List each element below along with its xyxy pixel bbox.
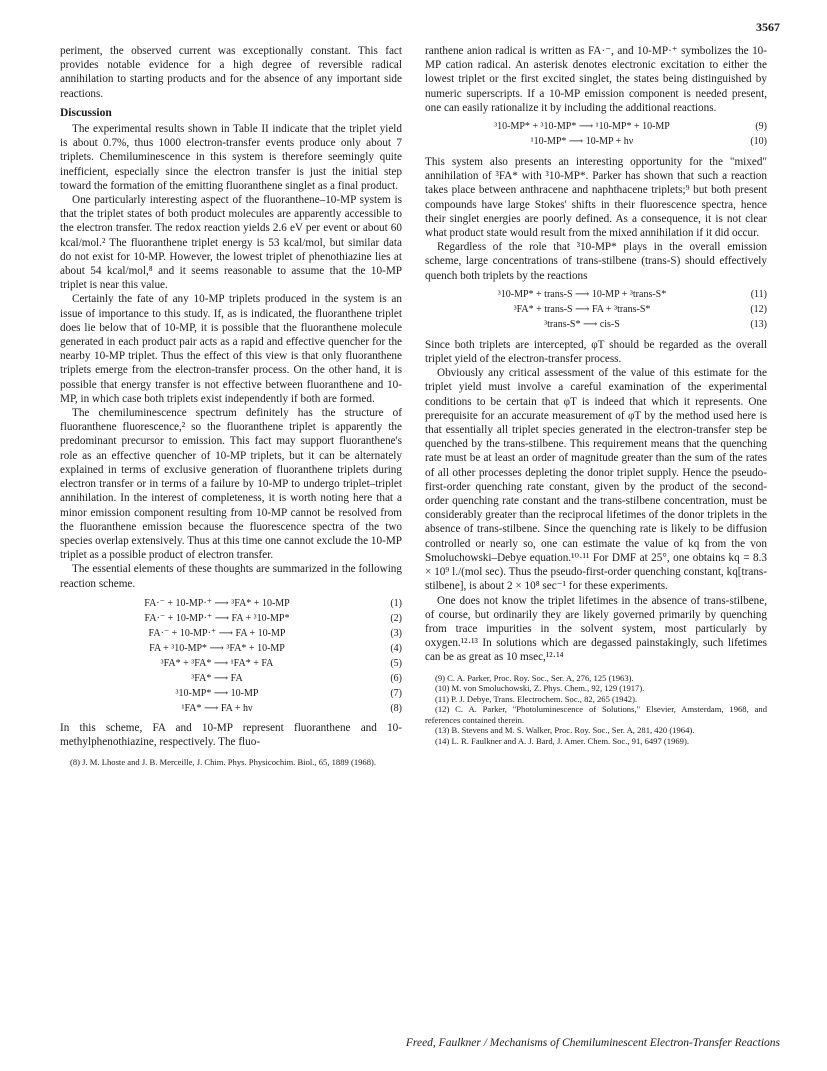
equation xyxy=(425,287,767,302)
section-heading: Discussion xyxy=(60,106,112,119)
equation-number: (6) xyxy=(390,672,402,684)
equation-number: (10) xyxy=(750,136,767,148)
footnote: (13) B. Stevens and M. S. Walker, Proc. Roy. Soc., Ser. A, 281, 420 (1964). xyxy=(435,725,695,736)
footnotes xyxy=(60,757,402,768)
paragraph: Obviously any critical assessment of the value of this estimate for the triplet yield must involve a careful examination of the experimental conditions to be certain that φT is indeed that which it represents. One prerequisite for an accurate measurement of φT by the method used here is that essentially all triplet species generated in the electron-transfer step be quenched by the trans-stilbene. This requirement means that the quenching rate must be at least an order of magnitude greater than the sum of the rates of all other processes depleting the donor triplet supply. Hence the pseudo-first-order quenching rate constant, given by the product of the second-order quenching rate constant and the trans-stilbene concentration, must be considerably greater than the reciprocal lifetimes of the donor triplets in the absence of trans-stilbene. Since the quenching rate is likely to be diffusion controlled or nearly so, one can estimate the value of kq from the von Smoluchowski–Debye equation.¹⁰·¹¹ For DMF at 25°, one obtains kq = 8.3 × 10⁹ l./(mol sec). Thus the pseudo-first-order quenching constant, kq[trans-stilbene], is about 2 × 10⁸ sec⁻¹ for these experiments. xyxy=(425,367,767,593)
equation xyxy=(425,302,767,317)
equation xyxy=(60,701,402,716)
equation-expression: ¹10-MP* ⟶ 10-MP + hν xyxy=(530,136,634,148)
equation-expression: ¹FA* ⟶ FA + hν xyxy=(181,702,253,714)
footnote: (11) P. J. Debye, Trans. Electrochem. Soc., 82, 265 (1942). xyxy=(435,693,638,704)
equation-expression: ³FA* ⟶ FA xyxy=(191,672,243,684)
footnote: (12) C. A. Parker, "Photoluminescence of Solutions," Elsevier, Amsterdam, 1968, and references contained therein. xyxy=(425,704,767,725)
paragraph: The essential elements of these thoughts are summarized in the following reaction scheme. xyxy=(60,563,402,590)
equation xyxy=(60,641,402,656)
equation-number: (5) xyxy=(390,657,402,669)
left-column xyxy=(60,44,402,768)
equation xyxy=(60,626,402,641)
footnotes xyxy=(425,673,767,747)
equation xyxy=(60,596,402,611)
equation-number: (9) xyxy=(755,121,767,133)
equation-number: (1) xyxy=(390,597,402,609)
equation-number: (2) xyxy=(390,612,402,624)
paragraph: The chemiluminescence spectrum definitely has the structure of fluoranthene fluorescence,² so the fluoranthene triplet is apparently the predominant precursor to emission. This fact may support fluoranthene's role as an effective quencher of 10-MP triplets, but it can be alternately explained in terms of exclusive generation of fluoranthene triplets during electron transfer or in terms of a failure by 10-MP to undergo triplet–triplet annihilation. In the interest of completeness, it is worth noting here that a minor emission component resulting from 10-MP cannot be resolved from the fluoranthene emission because the fluorescence spectra of the two species overlap extensively. Thus at this time one cannot exclude the 10-MP triplet as a possible product of electron transfer. xyxy=(60,407,402,562)
equation xyxy=(425,134,767,149)
footnote: (10) M. von Smoluchowski, Z. Phys. Chem., 92, 129 (1917). xyxy=(435,683,645,694)
paragraph: Regardless of the role that ³10-MP* plays in the overall emission scheme, large concentrations of trans-stilbene (trans-S) should effectively quench both triplets by the reactions xyxy=(425,241,767,282)
equation-expression: ³FA* + ³FA* ⟶ ¹FA* + FA xyxy=(160,657,274,669)
equation-expression: ³10-MP* ⟶ 10-MP xyxy=(175,687,259,699)
equation-number: (4) xyxy=(390,642,402,654)
equation-number: (7) xyxy=(390,687,402,699)
reaction-scheme xyxy=(425,119,767,149)
equation-expression: ³FA* + trans-S ⟶ FA + ³trans-S* xyxy=(513,303,651,315)
reaction-scheme xyxy=(60,596,402,716)
paragraph: The experimental results shown in Table II indicate that the triplet yield is about 0.7%, thus 1000 electron-transfer events produce only about 7 triplets. Chemiluminescence in this system is therefore seemingly quite inefficient, especially since the electron transfer is just the initial step toward the formation of the emitting fluoranthene singlet as a final product. xyxy=(60,123,402,192)
equation-expression: FA·⁻ + 10-MP·⁺ ⟶ ³FA* + 10-MP xyxy=(144,597,290,609)
equation xyxy=(60,671,402,686)
footnote: (14) L. R. Faulkner and A. J. Bard, J. Amer. Chem. Soc., 91, 6497 (1969). xyxy=(435,736,689,747)
paragraph: In this scheme, FA and 10-MP represent fluoranthene and 10-methylphenothiazine, respectively. The fluo- xyxy=(60,721,402,748)
footnote: (9) C. A. Parker, Proc. Roy. Soc., Ser. A, 276, 125 (1963). xyxy=(435,672,634,683)
equation xyxy=(60,686,402,701)
paragraph: One does not know the triplet lifetimes in the absence of trans-stilbene, of course, but ordinarily they are likely governed primarily by quenching from trace impurities in the solvent system, most particularly by oxygen.¹²·¹³ In solutions which are degassed painstakingly, such lifetimes can be as great as 10 msec,¹²·¹⁴ xyxy=(425,594,767,664)
paragraph: periment, the observed current was exceptionally constant. This fact provides notable evidence for a high degree of reversible radical annihilation to starting products and for the absence of any important side reactions. xyxy=(60,45,402,100)
paragraph: Certainly the fate of any 10-MP triplets produced in the system is an issue of importance to this study. If, as is indicated, the fluoranthene triplet does lie below that of 10-MP, it is possible that the fluoranthene molecule generated in each product pair acts as a rapid and effective quencher for the nearby 10-MP triplet. Thus the effect of this view is that only fluoranthene triplets emerge from the electron-transfer process. On the other hand, it is possible that energy transfer is not effective between fluoranthene and 10-MP, in which case both triplets exist independently if both are formed. xyxy=(60,293,402,405)
equation xyxy=(425,317,767,332)
equation-expression: FA + ³10-MP* ⟶ ³FA* + 10-MP xyxy=(149,642,285,654)
paragraph: ranthene anion radical is written as FA·⁻, and 10-MP·⁺ symbolizes the 10-MP cation radical. An asterisk denotes electronic excitation to either the lowest triplet or the first excited singlet, the states being distinguished by numeric superscripts. If a 10-MP emission component is needed present, one can easily rationalize it by including the additional reactions. xyxy=(425,45,767,114)
equation xyxy=(425,119,767,134)
page-number: 3567 xyxy=(756,20,780,34)
equation-expression: ³trans-S* ⟶ cis-S xyxy=(544,318,620,330)
equation-number: (8) xyxy=(390,702,402,714)
equation-expression: ³10-MP* + ³10-MP* ⟶ ¹10-MP* + 10-MP xyxy=(494,121,670,133)
footnote: (8) J. M. Lhoste and J. B. Merceille, J. Chim. Phys. Physicochim. Biol., 65, 1889 (1968). xyxy=(70,757,377,768)
equation-number: (13) xyxy=(750,318,767,330)
equation-expression: ³10-MP* + trans-S ⟶ 10-MP + ³trans-S* xyxy=(497,288,667,300)
equation xyxy=(60,656,402,671)
paragraph: Since both triplets are intercepted, φT should be regarded as the overall triplet yield of the electron-transfer process. xyxy=(425,338,767,366)
equation-number: (11) xyxy=(750,288,767,300)
equation-expression: FA·⁻ + 10-MP·⁺ ⟶ FA + ³10-MP* xyxy=(144,612,290,624)
equation-expression: FA·⁻ + 10-MP·⁺ ⟶ FA + 10-MP xyxy=(148,627,286,639)
running-footer: Freed, Faulkner / Mechanisms of Chemiluminescent Electron-Transfer Reactions xyxy=(405,1037,780,1049)
paragraph: This system also presents an interesting opportunity for the "mixed" annihilation of ³FA* with ³10-MP*. Parker has shown that such a reaction takes place between anthracene and naphthacene triplets;⁹ but both present compounds have large Stokes' shifts in their fluorescence spectra, hence their singlet energies are poorly defined. As a consequence, it is not clear what product state would result from the mixed annihilation if it did occur. xyxy=(425,156,767,240)
paragraph: One particularly interesting aspect of the fluoranthene–10-MP system is that the triplet states of both product molecules are apparently accessible to the electron transfer. The redox reaction yields 2.6 eV per event or about 60 kcal/mol.² The fluoranthene triplet energy is 53 kcal/mol, but similar data do not exist for 10-MP. However, the lowest triplet of phenothiazine lies at about 54 kcal/mol,⁸ and it seems reasonable to assume that the 10-MP triplet is near this value. xyxy=(60,194,402,292)
equation-number: (12) xyxy=(750,303,767,315)
equation-number: (3) xyxy=(390,627,402,639)
right-column xyxy=(425,44,767,747)
equation xyxy=(60,611,402,626)
reaction-scheme xyxy=(425,287,767,332)
